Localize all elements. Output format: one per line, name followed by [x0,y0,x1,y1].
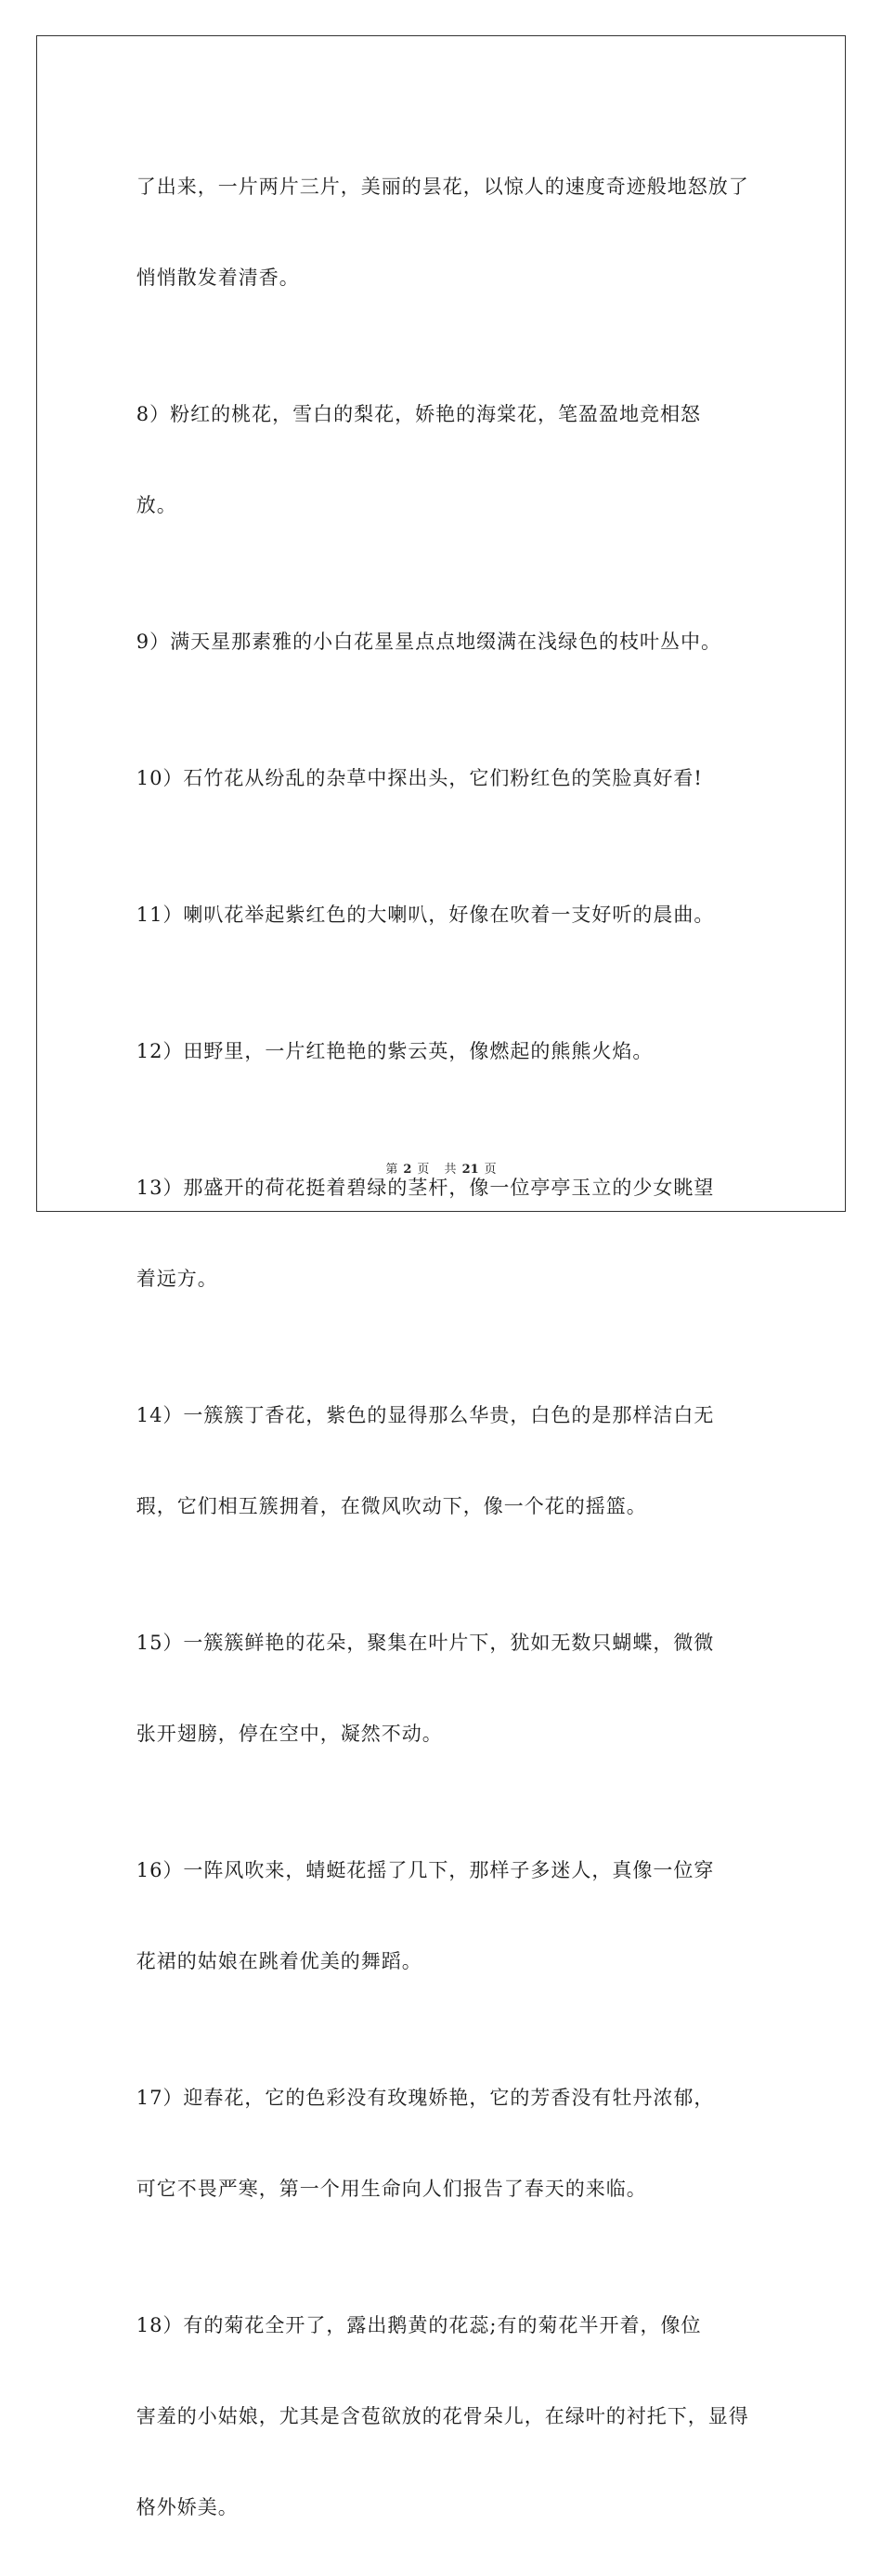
line: 12）田野里，一片红艳艳的紫云英，像燃起的熊熊火焰。 [136,1040,654,1062]
paragraph-15 [108,1575,776,1802]
paragraph-12 [108,983,776,1120]
line: 花裙的姑娘在跳着优美的舞蹈。 [136,1950,422,1972]
line: 14）一簇簇丁香花，紫色的显得那么华贵，白色的是那样洁白无 [136,1404,715,1426]
line: 15）一簇簇鲜艳的花朵，聚集在叶片下，犹如无数只蝴蝶，微微 [136,1632,715,1654]
line: 17）迎春花，它的色彩没有玫瑰娇艳，它的芳香没有牡丹浓郁， [136,2087,715,2109]
line: 瑕，它们相互簇拥着，在微风吹动下，像一个花的摇篮。 [136,1495,647,1517]
line: 害羞的小姑娘，尤其是含苞欲放的花骨朵儿，在绿叶的衬托下，显得 [136,2405,749,2427]
line: 13）那盛开的荷花挺着碧绿的茎杆，像一位亭亭玉立的少女眺望 [136,1177,715,1199]
paragraph-16 [108,1802,776,2030]
line: 放。 [136,494,177,516]
paragraph-8 [108,346,776,574]
line: 了出来，一片两片三片，美丽的昙花，以惊人的速度奇迹般地怒放了 [136,176,749,198]
total-pages: 21 [461,1163,479,1177]
paragraph-18 [108,2257,776,2576]
line: 可它不畏严寒，第一个用生命向人们报告了春天的来临。 [136,2178,647,2200]
line: 18）有的菊花全开了，露出鹅黄的花蕊;有的菊花半开着，像位 [136,2314,702,2336]
page-number: 2 [403,1163,412,1177]
line: 16）一阵风吹来，蜻蜓花摇了几下，那样子多迷人，真像一位穿 [136,1859,715,1881]
line: 着远方。 [136,1268,218,1290]
line: 悄悄散发着清香。 [136,267,300,289]
paragraph-11 [108,847,776,983]
paragraph-14 [108,1347,776,1575]
line: 8）粉红的桃花，雪白的梨花，娇艳的海棠花，笔盈盈地竞相怒 [136,403,702,425]
line: 9）满天星那素雅的小白花星星点点地缀满在浅绿色的枝叶丛中。 [136,631,722,653]
line: 张开翅膀，停在空中，凝然不动。 [136,1723,443,1745]
line: 11）喇叭花举起紫红色的大喇叭，好像在吹着一支好听的晨曲。 [136,904,715,926]
paragraph-0 [108,119,776,346]
paragraph-10 [108,710,776,847]
paragraph-17 [108,2030,776,2257]
line: 格外娇美。 [136,2496,239,2518]
paragraph-13 [108,1120,776,1347]
document-body [108,119,776,2576]
page-indicator: 第 2 页 [385,1163,430,1177]
total-pages-indicator: 共 21 页 [444,1163,497,1177]
line: 10）石竹花从纷乱的杂草中探出头，它们粉红色的笑脸真好看! [136,767,703,789]
page-footer [0,1159,882,1177]
paragraph-9 [108,574,776,710]
